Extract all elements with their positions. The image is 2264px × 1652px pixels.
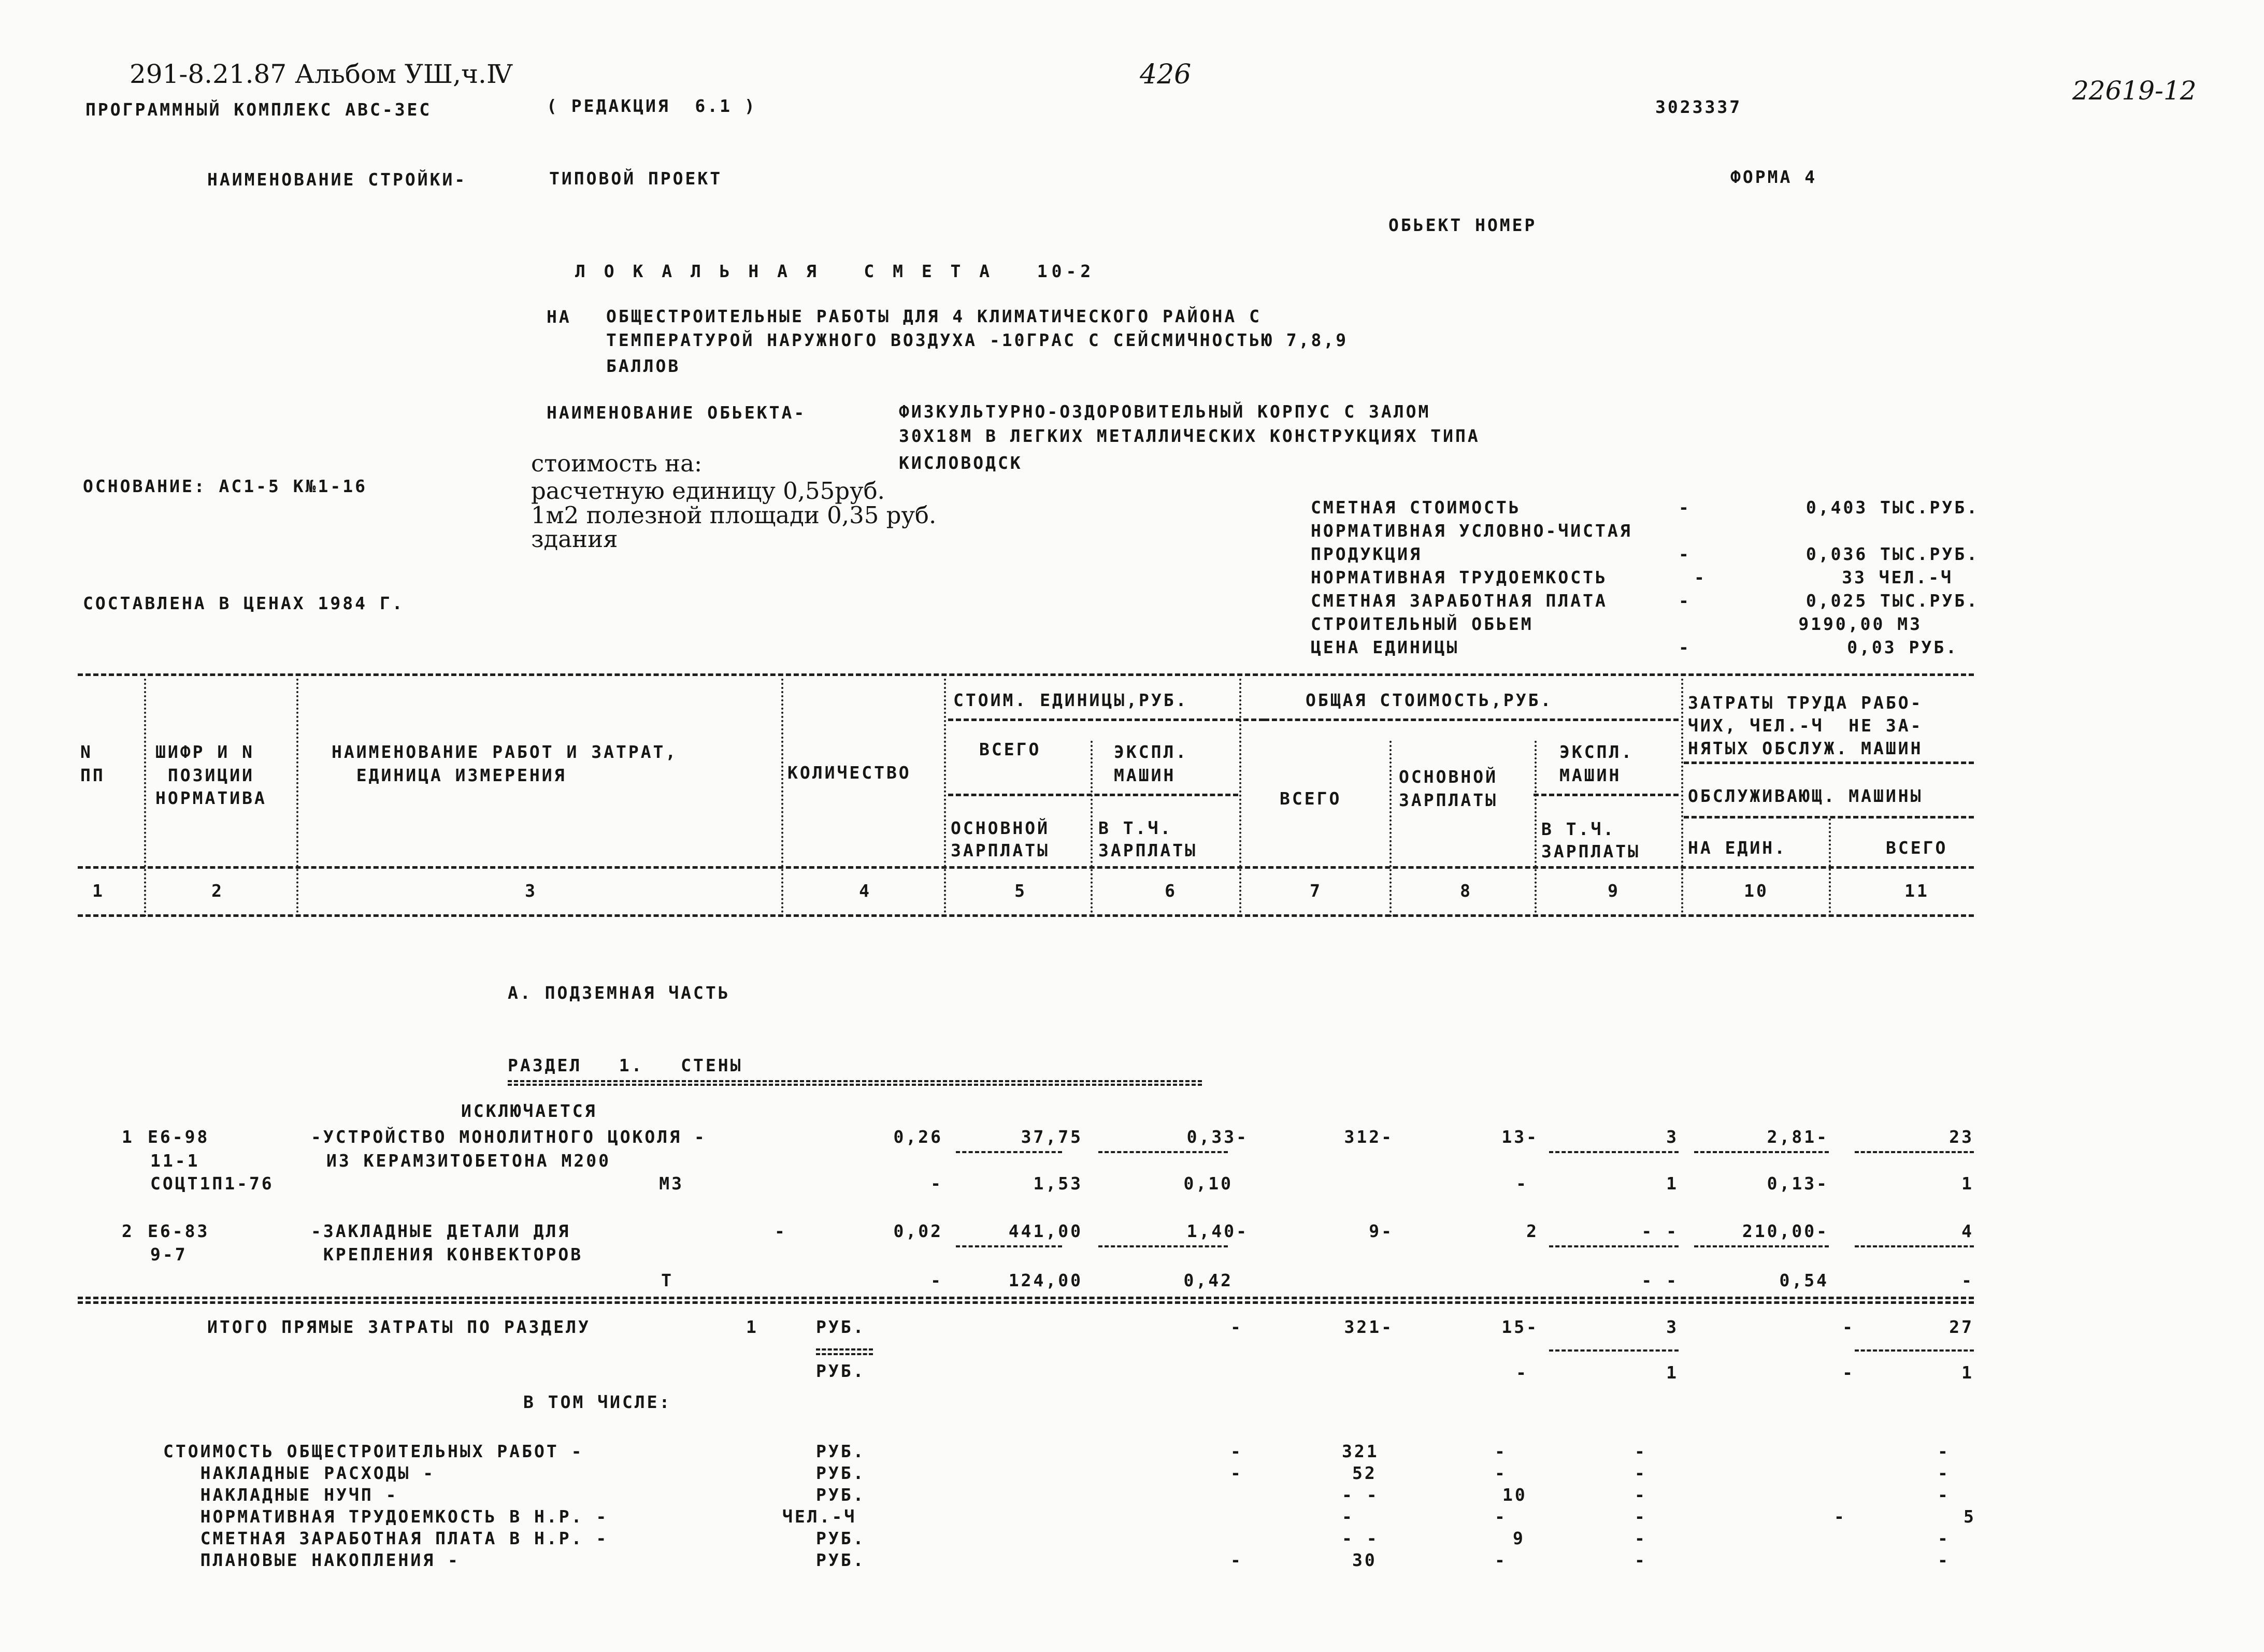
row-labor-total-sub: 1 (1961, 1173, 1974, 1194)
col-header-labor-unit: НА ЕДИН. (1688, 838, 1787, 858)
breakdown-unit: ЧЕЛ.-Ч (782, 1506, 857, 1527)
row-work-name: -УСТРОЙСТВО МОНОЛИТНОГО ЦОКОЛЯ - (311, 1127, 707, 1147)
col-header-labor-mach: ОБСЛУЖИВАЮЩ. МАШИНЫ (1688, 786, 1923, 806)
object-label: НАИМЕНОВАНИЕ ОБЬЕКТА- (547, 403, 807, 423)
row-subrule (1549, 1245, 1679, 1247)
totals-section-number: 1 (746, 1317, 758, 1337)
breakdown-label: СТОИМОСТЬ ОБЩЕСТРОИТЕЛЬНЫХ РАБОТ - (163, 1441, 584, 1461)
column-number: 9 (1608, 881, 1620, 901)
cost-typed-line: 1м2 полезной площади 0,35 руб. (531, 501, 937, 529)
column-number: 7 (1310, 881, 1322, 901)
summary-label: НОРМАТИВНАЯ ТРУДОЕМКОСТЬ (1311, 567, 1608, 587)
column-separator (144, 679, 146, 917)
column-separator (1829, 818, 1831, 917)
breakdown-wage: 9 (1513, 1528, 1525, 1548)
col-header-total: ВСЕГО (1280, 788, 1342, 809)
description-line: БАЛЛОВ (606, 356, 681, 376)
row-code: Е6-98 (148, 1127, 210, 1147)
column-separator (944, 679, 946, 917)
column-number: 4 (859, 881, 871, 901)
row-quantity-sub: - (930, 1173, 943, 1194)
row-total-machines: - - (1641, 1221, 1679, 1241)
totals-label: ИТОГО ПРЯМЫЕ ЗАТРАТЫ ПО РАЗДЕЛУ (207, 1317, 591, 1337)
estimate-title: Л О К А Л Ь Н А Я С М Е Т А 10-2 (575, 261, 1095, 281)
breakdown-labor: - (1938, 1550, 1950, 1570)
rows-bottom-rule (78, 1297, 1974, 1299)
column-number: 2 (211, 881, 224, 901)
col-header-unit-mach-wage: В Т.Ч. ЗАРПЛАТЫ (1098, 818, 1197, 860)
breakdown-machines: - (1635, 1528, 1647, 1548)
handwritten-page-number: 426 (1140, 59, 1192, 90)
totals-unit: РУБ. (816, 1361, 866, 1381)
form-number: ФОРМА 4 (1730, 167, 1817, 187)
row-quantity-sub: - (930, 1270, 943, 1290)
breakdown-unit: РУБ. (816, 1485, 866, 1505)
description-line: ОБЩЕСТРОИТЕЛЬНЫЕ РАБОТЫ ДЛЯ 4 КЛИМАТИЧЕСКОГО РАЙОНА С (606, 306, 1262, 326)
row-code: Е6-83 (148, 1221, 210, 1241)
col-header-total-mach: ЭКСПЛ. МАШИН (1559, 742, 1634, 785)
row-code: 11-1 (150, 1151, 200, 1171)
table-header-divider (78, 866, 1974, 869)
breakdown-wage: - (1495, 1463, 1507, 1483)
row-unit: М3 (659, 1173, 684, 1194)
summary-dash: - (1679, 544, 1691, 564)
row-subrule (1549, 1151, 1679, 1153)
breakdown-labor: - (1938, 1441, 1950, 1461)
summary-value: 0,03 РУБ. (1847, 637, 1958, 657)
column-separator (781, 679, 783, 917)
estimate-on-label: НА (547, 307, 571, 327)
col-header-unit-mach: ЭКСПЛ. МАШИН (1114, 742, 1188, 785)
handwritten-code: 22619-12 (2072, 76, 2197, 106)
summary-value: 33 ЧЕЛ.-Ч (1842, 567, 1953, 587)
totals-wage-sub: - (1516, 1362, 1528, 1383)
column-separator (1239, 679, 1241, 917)
totals-machines-sub: 1 (1666, 1362, 1679, 1383)
row-number: 2 (122, 1221, 134, 1241)
section-title: РАЗДЕЛ 1. СТЕНЫ (508, 1055, 743, 1075)
col-header-name: НАИМЕНОВАНИЕ РАБОТ И ЗАТРАТ, ЕДИНИЦА ИЗМЕРЕНИЯ (332, 742, 678, 785)
document-number: 3023337 (1655, 97, 1742, 117)
breakdown-label: НОРМАТИВНАЯ ТРУДОЕМКОСТЬ В Н.Р. - (163, 1506, 609, 1527)
col-header-total-cost: ОБЩАЯ СТОИМОСТЬ,РУБ. (1306, 690, 1553, 710)
program-name: ПРОГРАММНЫЙ КОМПЛЕКС АВС-3ЕС (85, 99, 432, 120)
row-unit-machines: 0,33- (1186, 1127, 1249, 1147)
breakdown-cost: 321 (1342, 1441, 1379, 1461)
column-number: 5 (1014, 881, 1027, 901)
totals-labor-unit: - (1842, 1317, 1855, 1337)
col-header-total-wage: ОСНОВНОЙ ЗАРПЛАТЫ (1399, 767, 1498, 810)
totals-machines: 3 (1666, 1317, 1679, 1337)
breakdown-unit: РУБ. (816, 1441, 866, 1461)
construction-label: НАИМЕНОВАНИЕ СТРОЙКИ- (207, 169, 467, 190)
breakdown-cost: - (1342, 1506, 1354, 1527)
col-header-labor-total: ВСЕГО (1886, 838, 1948, 858)
breakdown-cost: - - (1342, 1485, 1379, 1505)
compiled-prices-label: СОСТАВЛЕНА В ЦЕНАХ 1984 Г. (83, 593, 405, 613)
column-separator (296, 679, 298, 917)
row-subrule (1694, 1245, 1829, 1247)
totals-cost: 321- (1344, 1317, 1394, 1337)
summary-label: ПРОДУКЦИЯ (1311, 544, 1422, 564)
column-separator (1091, 741, 1093, 917)
header-subrule (1264, 719, 1679, 721)
row-pre-dash: - (775, 1221, 787, 1241)
row-work-name: -ЗАКЛАДНЫЕ ДЕТАЛИ ДЛЯ (311, 1221, 571, 1241)
summary-dash: - (1679, 637, 1691, 657)
row-subrule (1855, 1151, 1974, 1153)
row-labor-unit: 210,00- (1742, 1221, 1829, 1241)
row-labor-total: 23 (1949, 1127, 1974, 1147)
totals-unit-rule (816, 1348, 873, 1351)
breakdown-labor: - (1938, 1485, 1950, 1505)
including-label: В ТОМ ЧИСЛЕ: (523, 1392, 672, 1412)
breakdown-wage: - (1495, 1506, 1507, 1527)
row-code: 9-7 (150, 1244, 188, 1265)
row-subrule (1098, 1151, 1228, 1153)
breakdown-label: СМЕТНАЯ ЗАРАБОТНАЯ ПЛАТА В Н.Р. - (163, 1528, 609, 1548)
table-header-bottom (78, 914, 1974, 917)
breakdown-wage: - (1495, 1550, 1507, 1570)
summary-label: СМЕТНАЯ ЗАРАБОТНАЯ ПЛАТА (1311, 591, 1608, 611)
construction-value: ТИПОВОЙ ПРОЕКТ (549, 168, 723, 189)
description-line: ТЕМПЕРАТУРОЙ НАРУЖНОГО ВОЗДУХА -10ГРАС С СЕЙСМИЧНОСТЬЮ 7,8,9 (606, 330, 1349, 350)
breakdown-labor: 5 (1964, 1506, 1976, 1527)
col-header-n: N ПП (80, 742, 105, 785)
totals-subrule (1549, 1349, 1679, 1352)
breakdown-machines: - (1635, 1550, 1647, 1570)
breakdown-cost: 52 (1352, 1463, 1377, 1483)
breakdown-label: НАКЛАДНЫЕ НУЧП - (163, 1485, 398, 1505)
row-labor-total: 4 (1961, 1221, 1974, 1241)
breakdown-machines: - (1635, 1441, 1647, 1461)
breakdown-machines: - (1635, 1485, 1647, 1505)
totals-wage: 15- (1501, 1317, 1539, 1337)
breakdown-labor: - (1938, 1463, 1950, 1483)
row-total-cost: 9- (1369, 1221, 1394, 1241)
breakdown-cost: 30 (1352, 1550, 1377, 1570)
totals-unit-rule (816, 1353, 873, 1355)
breakdown-machines: - (1635, 1463, 1647, 1483)
breakdown-unit: РУБ. (816, 1528, 866, 1548)
column-number: 3 (525, 881, 537, 901)
header-subrule (948, 719, 1264, 721)
col-header-unit-cost: СТОИМ. ЕДИНИЦЫ,РУБ. (953, 690, 1188, 710)
row-subrule (956, 1245, 1062, 1247)
summary-label: ЦЕНА ЕДИНИЦЫ (1311, 637, 1459, 657)
row-quantity: 0,26 (893, 1127, 943, 1147)
row-unit-machine-wage: 0,10 (1183, 1173, 1233, 1194)
summary-value: 0,036 ТЫС.РУБ. (1806, 544, 1979, 564)
col-header-unit-total: ВСЕГО (979, 739, 1041, 759)
row-number: 1 (122, 1127, 134, 1147)
summary-label: СТРОИТЕЛЬНЫЙ ОБЬЕМ (1311, 614, 1534, 634)
row-labor-unit-sub: 0,13- (1767, 1173, 1829, 1194)
col-header-unit-wage: ОСНОВНОЙ ЗАРПЛАТЫ (951, 818, 1050, 860)
col-header-quantity: КОЛИЧЕСТВО (787, 763, 911, 783)
summary-dash: - (1679, 591, 1691, 611)
totals-labor-sub: 1 (1961, 1362, 1974, 1383)
row-unit: Т (661, 1270, 674, 1290)
row-unit-machines: 1,40- (1186, 1221, 1249, 1241)
row-unit-total: 37,75 (1021, 1127, 1083, 1147)
row-total-wage-sub: - (1516, 1173, 1528, 1194)
col-header-code: ШИФР И N ПОЗИЦИИ НОРМАТИВА (155, 742, 267, 809)
rows-bottom-rule (78, 1301, 1974, 1304)
program-edition: ( РЕДАКЦИЯ 6.1 ) (547, 96, 757, 116)
totals-dash: - (1230, 1317, 1243, 1337)
summary-label: НОРМАТИВНАЯ УСЛОВНО-ЧИСТАЯ (1311, 521, 1632, 541)
section-underline (508, 1080, 1202, 1082)
object-number-label: ОБЬЕКТ НОМЕР (1388, 215, 1537, 235)
column-number: 1 (92, 881, 105, 901)
row-subrule (1098, 1245, 1228, 1247)
summary-dash: - (1694, 567, 1707, 587)
breakdown-label: ПЛАНОВЫЕ НАКОПЛЕНИЯ - (163, 1550, 460, 1570)
row-total-machines: 3 (1666, 1127, 1679, 1147)
header-subrule (1534, 794, 1679, 796)
breakdown-wage: - (1495, 1441, 1507, 1461)
summary-label: СМЕТНАЯ СТОИМОСТЬ (1311, 497, 1521, 518)
breakdown-dash: - (1230, 1550, 1243, 1570)
totals-labor-unit-sub: - (1842, 1362, 1855, 1383)
summary-value: 9190,00 М3 (1798, 614, 1922, 634)
section-underline (508, 1084, 1202, 1086)
breakdown-cost: - - (1342, 1528, 1379, 1548)
row-unit-total: 441,00 (1008, 1221, 1083, 1241)
row-work-name: КРЕПЛЕНИЯ КОНВЕКТОРОВ (311, 1244, 583, 1265)
column-separator (1681, 679, 1683, 917)
breakdown-unit: РУБ. (816, 1463, 866, 1483)
breakdown-wage: 10 (1502, 1485, 1527, 1505)
cost-typed-line: здания (531, 525, 618, 553)
row-total-wage: 2 (1526, 1221, 1539, 1241)
breakdown-unit: РУБ. (816, 1550, 866, 1570)
header-subrule (948, 794, 1238, 796)
object-line: 30Х18М В ЛЕГКИХ МЕТАЛЛИЧЕСКИХ КОНСТРУКЦИЯХ ТИПА (899, 426, 1480, 446)
row-subrule (956, 1151, 1062, 1153)
row-total-wage: 13- (1501, 1127, 1539, 1147)
totals-subrule (1855, 1349, 1974, 1352)
row-unit-wage: 124,00 (1008, 1270, 1083, 1290)
cost-typed-line: расчетную единицу 0,55руб. (531, 477, 885, 505)
row-machine-wage-total: - - (1641, 1270, 1679, 1290)
column-number: 6 (1165, 881, 1177, 901)
summary-value: 0,025 ТЫС.РУБ. (1806, 591, 1979, 611)
column-number: 8 (1460, 881, 1472, 901)
header-subrule (1684, 762, 1974, 764)
cost-typed-line: стоимость на: (531, 450, 703, 477)
basis-label: ОСНОВАНИЕ: АС1-5 К№1-16 (83, 476, 367, 496)
column-separator (1535, 741, 1537, 917)
row-code: СОЦТ1П1-76 (150, 1173, 274, 1194)
album-reference: 291-8.21.87 Альбом УШ,ч.Ⅳ (130, 59, 512, 89)
column-separator (1389, 741, 1392, 917)
totals-labor: 27 (1949, 1317, 1974, 1337)
breakdown-labor-unit: - (1834, 1506, 1846, 1527)
excluded-label: ИСКЛЮЧАЕТСЯ (461, 1101, 597, 1121)
row-subrule (1855, 1245, 1974, 1247)
breakdown-label: НАКЛАДНЫЕ РАСХОДЫ - (163, 1463, 436, 1483)
row-quantity: 0,02 (893, 1221, 943, 1241)
col-header-labor: ЗАТРАТЫ ТРУДА РАБО- ЧИХ, ЧЕЛ.-Ч НЕ ЗА- НЯТЫХ ОБСЛУЖ. МАШИН (1688, 693, 1923, 758)
object-line: КИСЛОВОДСК (899, 453, 1023, 473)
row-subrule (1694, 1151, 1829, 1153)
summary-value: 0,403 ТЫС.РУБ. (1806, 497, 1979, 518)
row-labor-unit: 2,81- (1767, 1127, 1829, 1147)
breakdown-machines: - (1635, 1506, 1647, 1527)
column-number: 11 (1904, 881, 1929, 901)
part-heading: А. ПОДЗЕМНАЯ ЧАСТЬ (508, 983, 730, 1003)
breakdown-dash: - (1230, 1463, 1243, 1483)
col-header-total-mach-wage: В Т.Ч. ЗАРПЛАТЫ (1541, 819, 1640, 861)
row-machine-wage-total: 1 (1666, 1173, 1679, 1194)
row-labor-total-sub: - (1961, 1270, 1974, 1290)
totals-unit: РУБ. (816, 1317, 866, 1337)
column-number: 10 (1744, 881, 1769, 901)
breakdown-labor: - (1938, 1528, 1950, 1548)
summary-dash: - (1679, 497, 1691, 518)
row-total-cost: 312- (1344, 1127, 1394, 1147)
row-unit-wage: 1,53 (1033, 1173, 1083, 1194)
breakdown-dash: - (1230, 1441, 1243, 1461)
table-border-top (78, 673, 1974, 676)
row-labor-unit-sub: 0,54 (1779, 1270, 1829, 1290)
row-work-name: ИЗ КЕРАМЗИТОБЕТОНА М200 (326, 1151, 611, 1171)
object-line: ФИЗКУЛЬТУРНО-ОЗДОРОВИТЕЛЬНЫЙ КОРПУС С ЗАЛОМ (899, 401, 1431, 422)
row-unit-machine-wage: 0,42 (1183, 1270, 1233, 1290)
